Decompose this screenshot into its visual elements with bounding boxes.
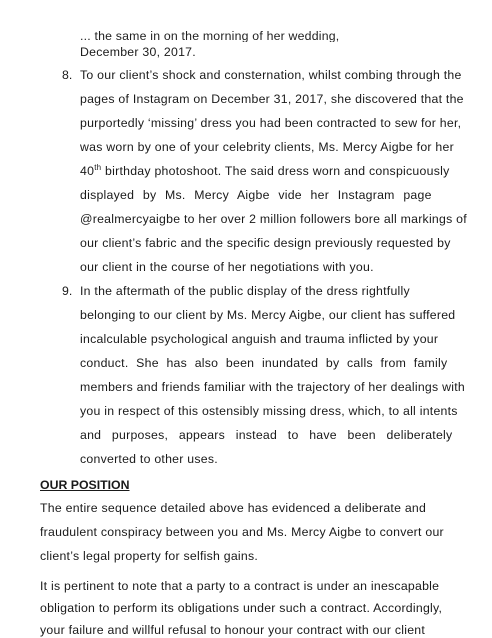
item-8-number: 8. xyxy=(62,68,73,82)
item-8-line-5 xyxy=(80,163,449,179)
item-8-line-7: @realmercyaigbe to her over 2 million followers bore all markings of xyxy=(80,212,467,226)
section-heading: OUR POSITION xyxy=(40,478,130,492)
item-8-line-5-text: birthday photoshoot. The said dress worn and conspicuously xyxy=(105,164,450,178)
item-8-line-8: our client’s fabric and the specific design previously requested by xyxy=(80,236,451,250)
para-2-line-2: obligation to perform its obligations under such a contract. Accordingly, xyxy=(40,601,443,615)
item-8-line-2: pages of Instagram on December 31, 2017, she discovered that the xyxy=(80,92,464,106)
item-8-line-4: was worn by one of your celebrity clients, Ms. Mercy Aigbe for her xyxy=(80,140,454,154)
item-8-line-9: our client in the course of her negotiations with you. xyxy=(80,260,374,274)
item-9-line-2: belonging to our client by Ms. Mercy Aigbe, our client has suffered xyxy=(80,308,456,322)
cropped-top-line xyxy=(80,22,470,42)
para-1-line-1: The entire sequence detailed above has evidenced a deliberate and xyxy=(40,501,427,515)
item-9-line-8: converted to other uses. xyxy=(80,452,218,466)
ordinal-number: 40 xyxy=(80,164,95,178)
item-9-line-4: conduct. She has also been inundated by calls from family xyxy=(80,356,448,370)
cropped-text: ... the same in on the morning of her wedding, xyxy=(80,29,340,42)
cropped-date: December 30, 2017. xyxy=(80,45,196,59)
item-8-line-6: displayed by Ms. Mercy Aigbe vide her Instagram page xyxy=(80,188,432,202)
item-9-line-5: members and friends familiar with the trajectory of her dealings with xyxy=(80,380,465,394)
item-8-line-1: To our client’s shock and consternation, whilst combing through the xyxy=(80,68,462,82)
item-9-line-7: and purposes, appears instead to have been deliberately xyxy=(80,428,453,442)
para-1-line-2: fraudulent conspiracy between you and Ms. Mercy Aigbe to convert our xyxy=(40,525,444,539)
para-1-line-3: client’s legal property for selfish gains. xyxy=(40,549,259,563)
item-9-line-3: incalculable psychological anguish and trauma inflicted by your xyxy=(80,332,439,346)
item-9-line-1: In the aftermath of the public display of the dress rightfully xyxy=(80,284,410,298)
para-2-line-1: It is pertinent to note that a party to a contract is under an inescapable xyxy=(40,579,440,593)
ordinal-suffix: th xyxy=(94,163,102,172)
item-9-number: 9. xyxy=(62,284,73,298)
item-8-line-3: purportedly ‘missing’ dress you had been contracted to sew for her, xyxy=(80,116,462,130)
item-9-line-6: you in respect of this ostensibly missing dress, which, to all intents xyxy=(80,404,458,418)
para-2-line-3: your failure and willful refusal to honour your contract with our client xyxy=(40,623,426,637)
